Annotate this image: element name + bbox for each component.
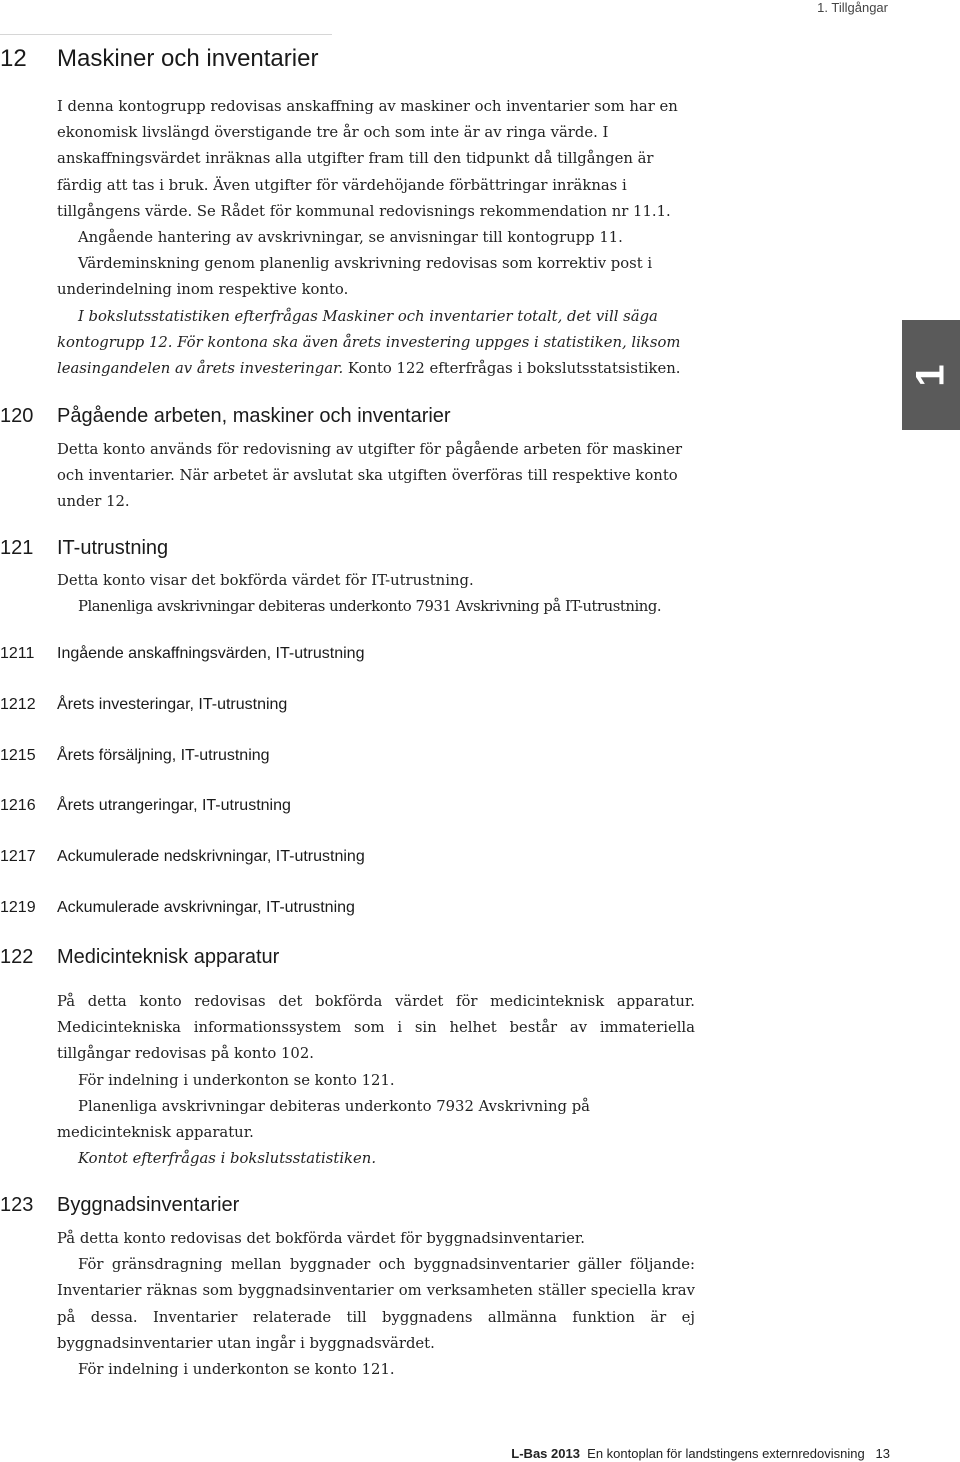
- body-122: [57, 989, 695, 1172]
- paragraph: Angående hantering av avskrivningar, se anvisningar till kontogrupp 11.: [78, 229, 623, 247]
- heading-number: 1212: [0, 696, 36, 713]
- body-121: [57, 568, 695, 620]
- paragraph: I denna kontogrupp redovisas anskaffning av maskiner och inventarier som har en ekonomisk livslängd överstigande tre år och som inte är av ringa värde. I anskaffningsvärdet inräknas alla utgifter fram till den tidpunkt då tillgången är färdig att tas i bruk. Även utgifter för värdehöjande förbättringar inräknas i tillgångens värde. Se Rådet för kommunal redovisnings rekommendation nr 11.1.: [57, 98, 678, 220]
- heading-number: 1216: [0, 797, 36, 814]
- heading-number: 120: [0, 405, 34, 427]
- heading-number: 1215: [0, 747, 36, 764]
- header-rule: [0, 34, 332, 35]
- heading-title: Pågående arbeten, maskiner och inventarier: [57, 405, 451, 427]
- paragraph: Kontot efterfrågas i bokslutsstatistiken.: [78, 1150, 377, 1168]
- page-number: 13: [875, 1446, 890, 1461]
- heading-title: Ingående anskaffningsvärden, IT-utrustning: [57, 645, 365, 662]
- footer-subtitle: En kontoplan för landstingens externredovisning: [587, 1446, 865, 1461]
- heading-title: IT-utrustning: [57, 537, 169, 559]
- chapter-tab-label: 1: [908, 363, 953, 387]
- heading-number: 123: [0, 1194, 34, 1216]
- heading-title: Årets försäljning, IT-utrustning: [57, 747, 270, 764]
- chapter-tab: [902, 320, 960, 430]
- footer-brand: L-Bas 2013: [511, 1446, 580, 1461]
- heading-title: Medicinteknisk apparatur: [57, 946, 280, 968]
- body-12: [57, 94, 695, 382]
- paragraph: Planenliga avskrivningar debiteras underkonto 7932 Avskrivning på medicinteknisk apparatur.: [57, 1097, 591, 1142]
- heading-title: Byggnadsinventarier: [57, 1194, 240, 1216]
- heading-number: 12: [0, 45, 27, 72]
- heading-number: 121: [0, 537, 34, 559]
- paragraph: För gränsdragning mellan byggnader och byggnadsinventarier gäller följande: Inventarier räknas som byggnadsinventarier om verksamheten ställer speciella krav på dessa. Inventarier relaterade till byggnadens allmänna funktion är ej byggnadsinventarier utan ingår i byggnadsvärdet.: [57, 1256, 695, 1352]
- heading-title: Ackumulerade avskrivningar, IT-utrustning: [57, 899, 355, 916]
- heading-title: Maskiner och inventarier: [57, 45, 319, 72]
- body-120: [57, 437, 695, 516]
- paragraph: Värdeminskning genom planenlig avskrivning redovisas som korrektiv post i underindelning inom respektive konto.: [57, 255, 653, 299]
- running-header: 1. Tillgångar: [817, 0, 888, 15]
- paragraph: På detta konto redovisas det bokförda värdet för byggnadsinventarier.: [57, 1230, 585, 1247]
- body-123: [57, 1226, 695, 1383]
- paragraph: [57, 304, 695, 383]
- heading-title: Ackumulerade nedskrivningar, IT-utrustning: [57, 848, 365, 865]
- heading-number: 122: [0, 946, 34, 968]
- paragraph: På detta konto redovisas det bokförda värdet för medicinteknisk apparatur. Medicintekniska informationssystem som i sin helhet består av immateriella tillgångar redovisas på konto 102.: [57, 993, 695, 1063]
- text: Konto 122 efterfrågas i bokslutsstatsistiken.: [343, 360, 681, 378]
- paragraph: Detta konto används för redovisning av utgifter för pågående arbeten för maskiner och inventarier. När arbetet är avslutat ska utgiften överföras till respektive konto under 12.: [57, 441, 683, 511]
- heading-number: 1217: [0, 848, 36, 865]
- heading-title: Årets utrangeringar, IT-utrustning: [57, 797, 291, 814]
- italic-text: I bokslutsstatistiken efterfrågas Maskiner och inventarier totalt, det vill säga kontogrupp 12. För kontona ska även årets investering uppges i statistiken, liksom leasingandelen av årets investeringar.: [57, 307, 681, 378]
- heading-number: 1211: [0, 645, 35, 662]
- paragraph: För indelning i underkonton se konto 121.: [78, 1071, 395, 1089]
- heading-title: Årets investeringar, IT-utrustning: [57, 696, 288, 713]
- heading-number: 1219: [0, 899, 36, 916]
- footer: [511, 1446, 890, 1461]
- paragraph: För indelning i underkonton se konto 121.: [78, 1361, 395, 1379]
- paragraph: Planenliga avskrivningar debiteras underkonto 7931 Avskrivning på IT-utrustning.: [78, 598, 662, 616]
- paragraph: Detta konto visar det bokförda värdet för IT-utrustning.: [57, 572, 474, 589]
